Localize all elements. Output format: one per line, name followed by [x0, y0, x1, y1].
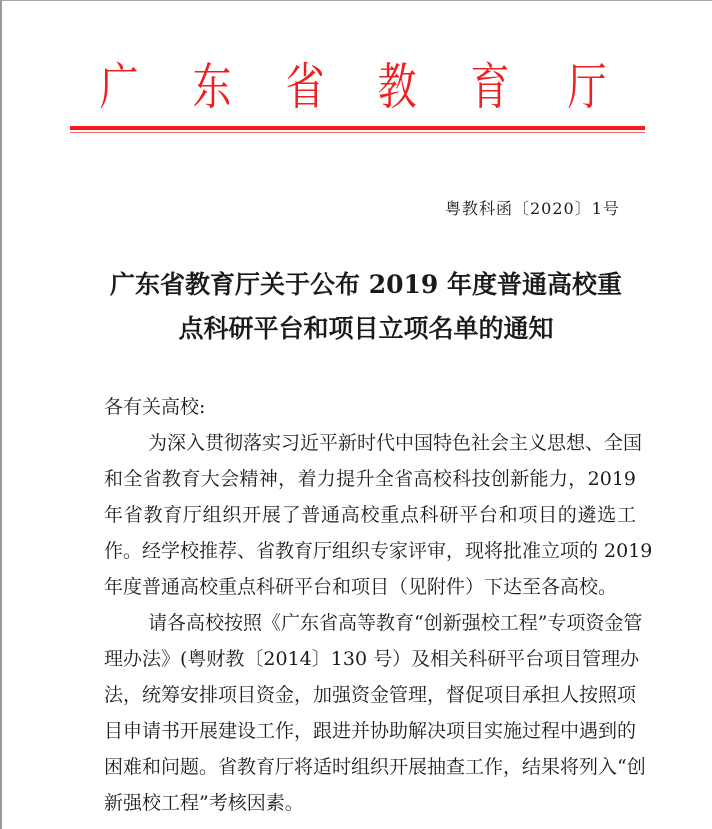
paragraph-line: 困难和问题。省教育厅将适时组织开展抽查工作，结果将列入“创: [104, 756, 646, 778]
paragraph-line: 作。经学校推荐、省教育厅组织专家评审，现将批准立项的 2019: [104, 540, 653, 562]
letterhead-char: 东: [192, 58, 232, 116]
document-title-line-1: 广东省教育厅关于公布 2019 年度普通高校重: [110, 270, 622, 299]
paragraph-line: 年省教育厅组织开展了普通高校重点科研平台和项目的遴选工: [104, 504, 636, 526]
paragraph-line: 请各高校按照《广东省高等教育“创新强校工程”专项资金管: [148, 612, 643, 634]
paragraph-line: 法，统筹安排项目资金，加强资金管理，督促项目承担人按照项: [104, 684, 637, 706]
letterhead-char: 育: [470, 58, 510, 116]
letterhead: [2, 59, 712, 115]
document-number: 粤教科函〔2020〕1号: [445, 199, 620, 218]
paragraph-line: 理办法》(粤财教〔2014〕130 号）及相关科研平台项目管理办: [104, 648, 640, 670]
salutation: 各有关高校:: [104, 396, 206, 418]
letterhead-char: 广: [99, 58, 139, 116]
paragraph-line: 目申请书开展建设工作，跟进并协助解决项目实施过程中遇到的: [104, 720, 637, 742]
paragraph-line: 和全省教育大会精神，着力提升全省高校科技创新能力，2019: [104, 468, 636, 490]
letterhead-char: 省: [285, 58, 325, 116]
letterhead-rule-thick: [70, 126, 645, 130]
document-title-line-2: 点科研平台和项目立项名单的通知: [178, 314, 554, 343]
letterhead-rule-thin: [70, 132, 645, 133]
letterhead-char: 教: [377, 58, 417, 116]
paragraph-line: 为深入贯彻落实习近平新时代中国特色社会主义思想、全国: [148, 432, 643, 454]
paragraph-line: 年度普通高校重点科研平台和项目（见附件）下达至各高校。: [104, 576, 618, 598]
paragraph-line: 新强校工程”考核因素。: [104, 792, 304, 814]
letterhead-char: 厅: [567, 58, 607, 116]
